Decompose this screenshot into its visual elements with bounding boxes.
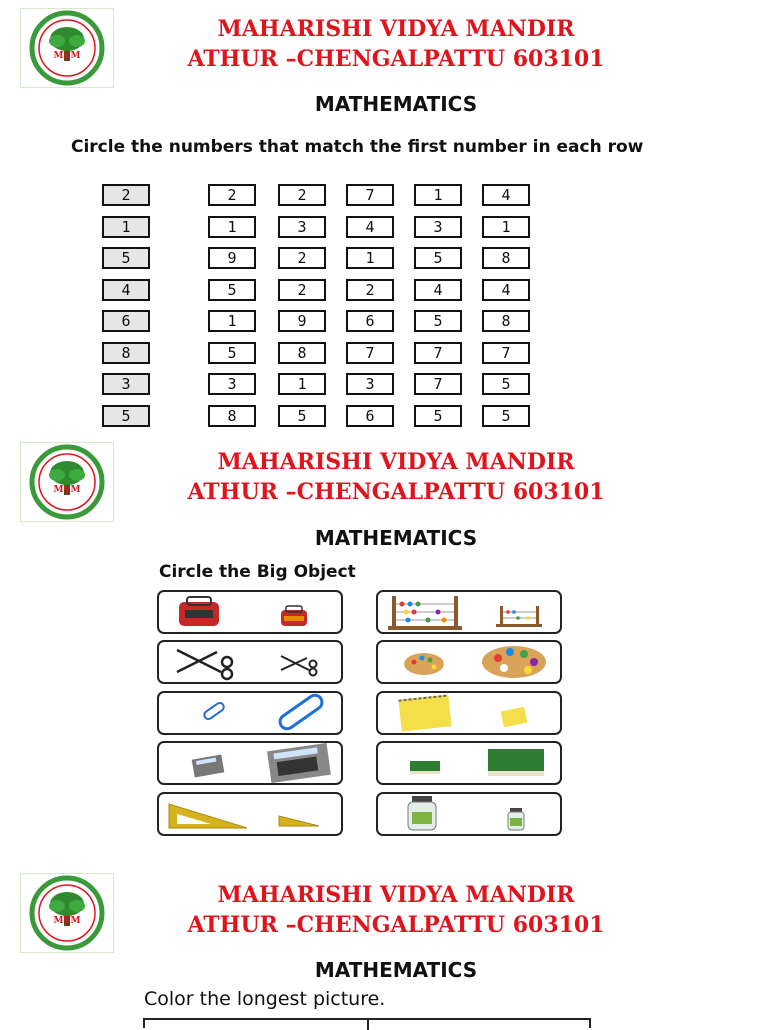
- school-address: ATHUR –CHENGALPATTU 603101: [187, 479, 605, 505]
- small-notepad-icon: [501, 707, 528, 728]
- option-number-box[interactable]: 8: [208, 405, 256, 427]
- big-book-icon: [488, 749, 544, 776]
- small-scissors-icon: [281, 656, 317, 676]
- small-jar-icon: [508, 808, 524, 830]
- option-number-box[interactable]: 8: [482, 310, 530, 332]
- big-abacus-icon: [388, 596, 462, 630]
- big-school-bag-icon: [179, 597, 219, 626]
- reference-number-box: 2: [102, 184, 150, 206]
- card-scissors[interactable]: [157, 640, 343, 684]
- option-number-box[interactable]: 7: [482, 342, 530, 364]
- card-paper-clip[interactable]: [157, 691, 343, 735]
- big-paint-palette-icon: [482, 646, 546, 678]
- subject-title: MATHEMATICS: [314, 92, 478, 116]
- reference-number-box: 4: [102, 279, 150, 301]
- option-number-box[interactable]: 8: [482, 247, 530, 269]
- card-notepad[interactable]: [376, 691, 562, 735]
- option-number-box[interactable]: 6: [346, 405, 394, 427]
- card-abacus[interactable]: [376, 590, 562, 634]
- option-number-box[interactable]: 5: [414, 247, 462, 269]
- option-number-box[interactable]: 2: [278, 184, 326, 206]
- option-number-box[interactable]: 9: [208, 247, 256, 269]
- small-abacus-icon: [496, 606, 542, 627]
- big-calculator-icon: [267, 743, 331, 783]
- option-number-box[interactable]: 1: [346, 247, 394, 269]
- reference-number-box: 6: [102, 310, 150, 332]
- option-number-box[interactable]: 1: [482, 216, 530, 238]
- instruction-text: Circle the numbers that match the first number in each row: [71, 137, 644, 157]
- big-paper-clip-icon: [277, 693, 324, 731]
- small-set-square-icon: [279, 816, 319, 826]
- option-number-box[interactable]: 7: [346, 184, 394, 206]
- small-paper-clip-icon: [203, 701, 226, 720]
- card-paint-palette[interactable]: [376, 640, 562, 684]
- option-number-box[interactable]: 7: [346, 342, 394, 364]
- option-number-box[interactable]: 3: [208, 373, 256, 395]
- instruction-text: Circle the Big Object: [159, 562, 356, 582]
- school-name: MAHARISHI VIDYA MANDIR: [217, 882, 575, 908]
- school-address: ATHUR –CHENGALPATTU 603101: [187, 912, 605, 938]
- option-number-box[interactable]: 7: [414, 373, 462, 395]
- card-school-bag[interactable]: [157, 590, 343, 634]
- school-name: MAHARISHI VIDYA MANDIR: [217, 16, 575, 42]
- option-number-box[interactable]: 2: [346, 279, 394, 301]
- option-number-box[interactable]: 3: [278, 216, 326, 238]
- subject-title: MATHEMATICS: [314, 958, 478, 982]
- option-number-box[interactable]: 1: [414, 184, 462, 206]
- option-number-box[interactable]: 4: [346, 216, 394, 238]
- option-number-box[interactable]: 8: [278, 342, 326, 364]
- option-number-box[interactable]: 7: [414, 342, 462, 364]
- option-number-box[interactable]: 2: [278, 279, 326, 301]
- longest-picture-table: [143, 1018, 591, 1028]
- option-number-box[interactable]: 3: [346, 373, 394, 395]
- option-number-box[interactable]: 3: [414, 216, 462, 238]
- school-address: ATHUR –CHENGALPATTU 603101: [187, 46, 605, 72]
- option-number-box[interactable]: 5: [208, 279, 256, 301]
- option-number-box[interactable]: 5: [414, 405, 462, 427]
- card-jar[interactable]: [376, 792, 562, 836]
- subject-title: MATHEMATICS: [314, 526, 478, 550]
- big-set-square-icon: [169, 804, 247, 828]
- reference-number-box: 3: [102, 373, 150, 395]
- option-number-box[interactable]: 5: [482, 405, 530, 427]
- option-number-box[interactable]: 1: [208, 310, 256, 332]
- option-number-box[interactable]: 1: [278, 373, 326, 395]
- reference-number-box: 5: [102, 405, 150, 427]
- option-number-box[interactable]: 9: [278, 310, 326, 332]
- small-book-icon: [410, 761, 440, 774]
- option-number-box[interactable]: 5: [482, 373, 530, 395]
- reference-number-box: 8: [102, 342, 150, 364]
- option-number-box[interactable]: 5: [208, 342, 256, 364]
- big-notepad-icon: [398, 694, 451, 731]
- instruction-text: Color the longest picture.: [144, 988, 386, 1010]
- school-name: MAHARISHI VIDYA MANDIR: [217, 449, 575, 475]
- reference-number-box: 5: [102, 247, 150, 269]
- option-number-box[interactable]: 5: [278, 405, 326, 427]
- card-book[interactable]: [376, 741, 562, 785]
- small-paint-palette-icon: [404, 653, 444, 675]
- big-scissors-icon: [177, 650, 232, 679]
- option-number-box[interactable]: 6: [346, 310, 394, 332]
- option-number-box[interactable]: 1: [208, 216, 256, 238]
- card-calculator[interactable]: [157, 741, 343, 785]
- small-calculator-icon: [192, 755, 225, 778]
- big-jar-icon: [408, 796, 436, 830]
- reference-number-box: 1: [102, 216, 150, 238]
- option-number-box[interactable]: 2: [278, 247, 326, 269]
- card-set-square[interactable]: [157, 792, 343, 836]
- option-number-box[interactable]: 4: [414, 279, 462, 301]
- option-number-box[interactable]: 2: [208, 184, 256, 206]
- option-number-box[interactable]: 5: [414, 310, 462, 332]
- option-number-box[interactable]: 4: [482, 279, 530, 301]
- small-school-bag-icon: [281, 606, 307, 626]
- option-number-box[interactable]: 4: [482, 184, 530, 206]
